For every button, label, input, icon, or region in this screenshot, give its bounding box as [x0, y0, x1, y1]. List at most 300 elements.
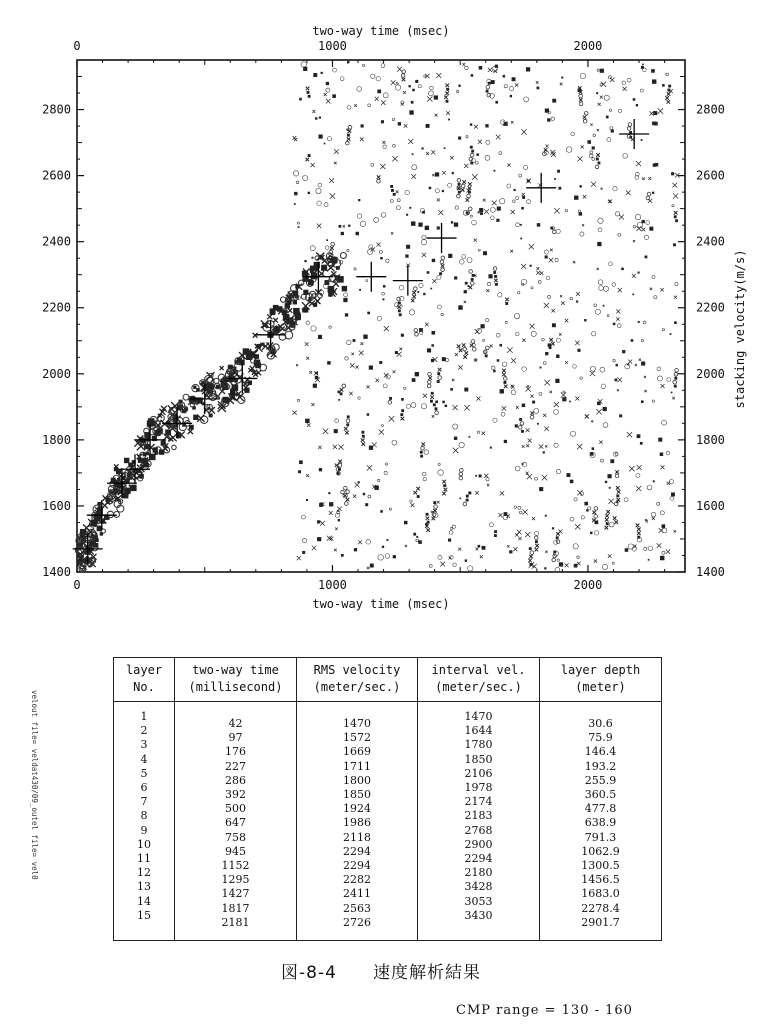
x-axis-label-bottom: two-way time (msec)	[312, 597, 450, 611]
interval-cell: 2183	[464, 809, 493, 823]
scatter-mark	[331, 242, 335, 246]
scatter-mark	[643, 321, 646, 324]
scatter-mark	[308, 192, 310, 194]
scatter-mark	[377, 179, 381, 183]
scatter-mark	[409, 85, 411, 87]
scatter-mark	[438, 463, 440, 465]
scatter-mark	[524, 97, 529, 102]
scatter-mark	[358, 481, 360, 483]
scatter-mark	[471, 74, 474, 77]
y-tick-label-left-0: 1400	[42, 565, 71, 579]
scatter-mark	[375, 379, 379, 383]
scatter-mark	[365, 503, 368, 506]
scatter-mark	[486, 140, 490, 144]
scatter-mark	[617, 377, 622, 382]
scatter-mark	[522, 193, 525, 196]
scatter-mark	[330, 193, 335, 198]
scatter-mark	[294, 203, 296, 205]
scatter-mark	[674, 530, 676, 532]
scatter-mark	[435, 411, 439, 415]
scatter-mark	[336, 266, 340, 270]
scatter-mark	[363, 335, 367, 339]
scatter-mark	[597, 268, 599, 270]
scatter-mark	[670, 496, 674, 500]
scatter-mark	[608, 554, 612, 558]
scatter-mark	[589, 154, 593, 158]
scatter-mark	[410, 500, 412, 502]
scatter-mark	[431, 150, 435, 154]
scatter-mark	[579, 102, 583, 106]
scatter-mark	[435, 189, 439, 193]
scatter-mark	[432, 517, 436, 521]
scatter-mark	[296, 181, 299, 184]
scatter-mark	[422, 147, 424, 149]
scatter-mark	[497, 359, 500, 362]
scatter-mark	[485, 354, 488, 357]
scatter-mark	[371, 74, 375, 78]
scatter-mark	[429, 187, 432, 190]
scatter-mark	[536, 271, 540, 275]
scatter-mark	[335, 419, 339, 423]
scatter-mark	[464, 164, 468, 168]
depth-cell: 791.3	[584, 830, 617, 844]
scatter-mark	[665, 96, 669, 100]
scatter-mark	[383, 145, 387, 149]
scatter-mark	[617, 490, 621, 494]
scatter-mark	[490, 207, 495, 212]
scatter-mark	[335, 528, 337, 530]
scatter-mark	[511, 390, 516, 395]
scatter-mark	[476, 162, 479, 165]
scatter-mark	[512, 77, 516, 81]
scatter-mark	[432, 174, 434, 176]
scatter-mark	[464, 301, 466, 303]
scatter-mark	[378, 555, 384, 561]
scatter-mark	[374, 217, 379, 222]
scatter-mark	[456, 90, 458, 92]
scatter-mark	[659, 528, 664, 533]
scatter-mark	[344, 293, 348, 297]
scatter-mark	[594, 515, 598, 519]
scatter-mark	[367, 413, 370, 416]
scatter-mark	[326, 82, 329, 85]
scatter-mark	[545, 255, 548, 258]
scatter-mark	[358, 199, 360, 201]
scatter-mark	[455, 206, 458, 209]
scatter-mark	[530, 324, 535, 329]
scatter-mark	[311, 403, 314, 406]
scatter-mark	[288, 308, 292, 312]
scatter-mark	[347, 106, 351, 110]
scatter-mark	[346, 141, 350, 145]
scatter-mark	[592, 158, 595, 161]
scatter-mark	[341, 232, 344, 235]
layer-no-cell: 7	[140, 795, 148, 809]
scatter-mark	[486, 85, 490, 89]
scatter-mark	[544, 250, 548, 254]
twt-cells	[175, 717, 296, 930]
scatter-mark	[522, 196, 525, 199]
scatter-mark	[329, 326, 331, 328]
scatter-mark	[652, 79, 656, 83]
scatter-mark	[476, 153, 479, 156]
scatter-mark	[338, 519, 340, 521]
scatter-mark	[323, 265, 326, 268]
scatter-mark	[360, 342, 363, 345]
interval-cell: 3053	[464, 894, 493, 908]
scatter-mark	[421, 404, 426, 409]
scatter-mark	[466, 495, 469, 498]
scatter-mark	[642, 177, 645, 180]
scatter-mark	[652, 192, 654, 194]
scatter-mark	[172, 445, 176, 449]
scatter-mark	[540, 271, 543, 274]
interval-cell: 3428	[464, 880, 493, 894]
scatter-mark	[478, 545, 481, 548]
scatter-mark	[377, 90, 381, 94]
scatter-mark	[583, 195, 586, 198]
scatter-mark	[592, 447, 595, 450]
scatter-mark	[646, 221, 650, 225]
twt-cell: 1295	[221, 873, 250, 887]
scatter-mark	[368, 104, 371, 107]
scatter-mark	[442, 190, 444, 192]
scatter-mark	[613, 516, 617, 520]
scatter-mark	[342, 286, 347, 291]
scatter-mark	[452, 172, 454, 174]
velocity-pick-11	[356, 262, 386, 292]
scatter-mark	[362, 435, 365, 438]
scatter-mark	[344, 502, 348, 506]
scatter-mark	[400, 413, 403, 416]
interval-cell: 3430	[464, 908, 493, 922]
header-twt-2: (millisecond)	[188, 680, 283, 694]
scatter-mark	[397, 352, 402, 357]
header-rms-2: (meter/sec.)	[313, 680, 401, 694]
scatter-mark	[605, 518, 609, 522]
scatter-mark	[486, 289, 489, 292]
scatter-mark	[457, 194, 461, 198]
scatter-mark	[443, 484, 446, 487]
scatter-mark	[431, 344, 433, 346]
scatter-mark	[303, 307, 308, 312]
scatter-mark	[511, 358, 516, 363]
scatter-mark	[516, 223, 520, 227]
scatter-mark	[603, 305, 605, 307]
scatter-mark	[427, 380, 431, 384]
scatter-mark	[649, 227, 653, 231]
scatter-mark	[381, 213, 386, 218]
scatter-mark	[515, 424, 518, 427]
rms-cell: 2118	[343, 830, 371, 844]
scatter-mark	[528, 559, 532, 563]
scatter-mark	[671, 392, 673, 394]
scatter-mark	[623, 153, 628, 158]
interval-cell: 2768	[464, 823, 493, 837]
scatter-mark	[402, 70, 406, 74]
scatter-mark	[306, 321, 310, 325]
scatter-mark	[615, 379, 618, 382]
scatter-mark	[369, 446, 373, 450]
scatter-mark	[402, 78, 406, 82]
scatter-mark	[499, 152, 502, 155]
scatter-mark	[425, 323, 428, 326]
scatter-mark	[422, 235, 426, 239]
scatter-mark	[648, 559, 650, 561]
scatter-mark	[419, 328, 423, 332]
scatter-mark	[440, 562, 445, 567]
scatter-mark	[603, 423, 608, 428]
scatter-mark	[546, 144, 549, 147]
scatter-mark	[459, 468, 463, 472]
scatter-mark	[502, 406, 506, 410]
scatter-mark	[514, 313, 519, 318]
scatter-mark	[418, 85, 421, 88]
scatter-mark	[413, 533, 416, 536]
scatter-mark	[613, 323, 616, 326]
rms-cell: 2294	[343, 859, 371, 873]
scatter-mark	[577, 349, 580, 352]
scatter-mark	[348, 125, 352, 129]
scatter-mark	[606, 510, 610, 514]
header-interval-1: interval vel.	[431, 663, 526, 677]
scatter-mark	[468, 182, 472, 186]
scatter-mark	[535, 531, 539, 535]
scatter-mark	[318, 446, 321, 449]
scatter-mark	[535, 540, 538, 543]
scatter-mark	[379, 250, 382, 253]
scatter-mark	[462, 180, 466, 184]
scatter-mark	[466, 499, 469, 502]
scatter-mark	[427, 384, 431, 388]
scatter-mark	[592, 146, 595, 149]
scatter-mark	[559, 333, 561, 335]
scatter-mark	[566, 473, 570, 477]
scatter-mark	[390, 199, 393, 202]
scatter-mark	[442, 171, 446, 175]
scatter-mark	[474, 238, 477, 241]
scatter-mark	[554, 208, 559, 213]
scatter-mark	[528, 439, 532, 443]
scatter-mark	[556, 469, 560, 473]
twt-cell: 286	[225, 773, 246, 787]
scatter-mark	[411, 299, 415, 303]
scatter-mark	[637, 536, 640, 539]
scatter-mark	[551, 117, 554, 120]
scatter-mark	[652, 400, 654, 402]
scatter-mark	[466, 136, 468, 138]
background-scatter	[75, 61, 679, 573]
scatter-mark	[647, 192, 651, 196]
interval-cell: 2174	[464, 795, 493, 809]
scatter-mark	[600, 459, 603, 462]
scatter-mark	[302, 538, 306, 542]
scatter-mark	[431, 392, 434, 395]
scatter-mark	[464, 388, 468, 392]
scatter-mark	[645, 256, 648, 259]
scatter-mark	[660, 556, 664, 560]
scatter-mark	[514, 506, 517, 509]
scatter-mark	[441, 264, 445, 268]
scatter-mark	[544, 148, 548, 152]
scatter-mark	[429, 564, 432, 567]
scatter-mark	[334, 162, 337, 165]
y-tick-label-right-7: 2800	[696, 102, 725, 117]
scatter-mark	[493, 418, 497, 422]
scatter-mark	[424, 75, 426, 77]
scatter-mark	[538, 280, 541, 283]
scatter-mark	[635, 364, 637, 366]
layer-no-cell: 5	[140, 766, 148, 780]
twt-cell: 945	[225, 844, 246, 858]
y-tick-label-right-6: 2600	[696, 168, 725, 183]
scatter-mark	[509, 550, 512, 553]
interval-cell: 2106	[464, 766, 493, 780]
rms-cell: 1924	[343, 802, 371, 816]
scatter-mark	[306, 357, 309, 360]
scatter-mark	[391, 189, 394, 192]
scatter-mark	[442, 357, 446, 361]
scatter-mark	[395, 85, 400, 90]
scatter-mark	[465, 559, 467, 561]
twt-cell: 227	[225, 759, 246, 773]
scatter-mark	[535, 544, 539, 548]
scatter-mark	[343, 494, 347, 498]
scatter-mark	[633, 225, 636, 228]
scatter-mark	[627, 432, 632, 437]
scatter-mark	[409, 110, 413, 114]
scatter-mark	[461, 188, 465, 192]
layer-no-cell: 2	[140, 724, 148, 738]
scatter-mark	[673, 243, 676, 246]
scatter-mark	[546, 276, 550, 280]
interval-cell: 1644	[464, 724, 493, 738]
scatter-mark	[478, 211, 480, 213]
scatter-mark	[450, 388, 453, 391]
x-tick-label-bottom-2: 2000	[573, 578, 603, 592]
scatter-mark	[522, 509, 527, 514]
file-info-label	[22, 690, 39, 940]
scatter-mark	[658, 108, 664, 114]
scatter-mark	[596, 409, 601, 414]
scatter-mark	[636, 161, 641, 166]
scatter-mark	[302, 551, 305, 554]
rms-cell: 2282	[343, 873, 371, 887]
scatter-mark	[609, 262, 613, 266]
scatter-mark	[652, 275, 655, 278]
scatter-mark	[369, 365, 373, 369]
scatter-mark	[532, 401, 535, 404]
scatter-mark	[414, 287, 418, 291]
scatter-mark	[399, 313, 402, 316]
scatter-mark	[330, 246, 334, 250]
scatter-mark	[459, 476, 463, 480]
scatter-mark	[527, 200, 531, 204]
scatter-mark	[526, 444, 529, 447]
interval-cell: 1978	[464, 781, 493, 795]
scatter-mark	[554, 409, 559, 414]
scatter-mark	[516, 196, 519, 199]
scatter-mark	[574, 498, 577, 501]
scatter-mark	[486, 478, 489, 481]
scatter-mark	[325, 246, 329, 250]
scatter-mark	[591, 420, 593, 422]
scatter-mark	[444, 95, 448, 99]
scatter-mark	[660, 453, 664, 457]
scatter-mark	[462, 343, 466, 347]
scatter-mark	[454, 276, 457, 279]
scatter-mark	[534, 536, 538, 540]
scatter-mark	[543, 362, 546, 365]
scatter-mark	[301, 62, 307, 68]
scatter-mark	[318, 183, 322, 187]
scatter-mark	[557, 170, 560, 173]
interval-cell: 1470	[464, 710, 493, 723]
scatter-mark	[504, 84, 507, 87]
scatter-mark	[343, 225, 345, 227]
scatter-mark	[490, 523, 494, 527]
scatter-mark	[673, 380, 677, 384]
header-twt-1: two-way time	[192, 663, 279, 677]
scatter-mark	[668, 85, 671, 88]
scatter-mark	[361, 438, 365, 442]
scatter-mark	[340, 392, 343, 395]
scatter-mark	[344, 427, 348, 431]
scatter-mark	[468, 207, 472, 211]
scatter-mark	[417, 291, 419, 293]
scatter-mark	[470, 153, 474, 157]
scatter-mark	[432, 259, 435, 262]
scatter-mark	[459, 442, 464, 447]
scatter-mark	[648, 177, 651, 180]
scatter-mark	[458, 305, 462, 309]
scatter-mark	[340, 388, 344, 392]
col-interval	[418, 658, 540, 940]
scatter-mark	[641, 339, 643, 341]
scatter-mark	[362, 64, 364, 66]
scatter-mark	[550, 226, 553, 229]
scatter-mark	[477, 431, 479, 433]
scatter-mark	[637, 434, 641, 438]
scatter-mark	[609, 109, 611, 111]
scatter-mark	[562, 397, 566, 401]
scatter-mark	[490, 447, 492, 449]
scatter-mark	[458, 137, 461, 140]
scatter-mark	[670, 333, 672, 335]
scatter-mark	[382, 141, 385, 144]
scatter-mark	[386, 539, 388, 541]
scatter-mark	[309, 371, 312, 374]
scatter-mark	[636, 523, 640, 527]
scatter-mark	[666, 73, 669, 76]
scatter-mark	[329, 511, 333, 515]
interval-cell: 1850	[464, 752, 493, 766]
scatter-mark	[399, 285, 404, 290]
scatter-mark	[358, 540, 362, 544]
scatter-mark	[463, 502, 467, 506]
scatter-mark	[666, 100, 670, 104]
scatter-mark	[607, 315, 609, 317]
scatter-mark	[503, 381, 506, 384]
scatter-mark	[470, 123, 472, 125]
scatter-mark	[183, 394, 189, 400]
scatter-mark	[482, 546, 486, 550]
scatter-mark	[375, 97, 379, 101]
scatter-mark	[575, 524, 581, 530]
scatter-mark	[292, 136, 296, 140]
scatter-mark	[411, 221, 415, 225]
scatter-mark	[494, 275, 497, 278]
